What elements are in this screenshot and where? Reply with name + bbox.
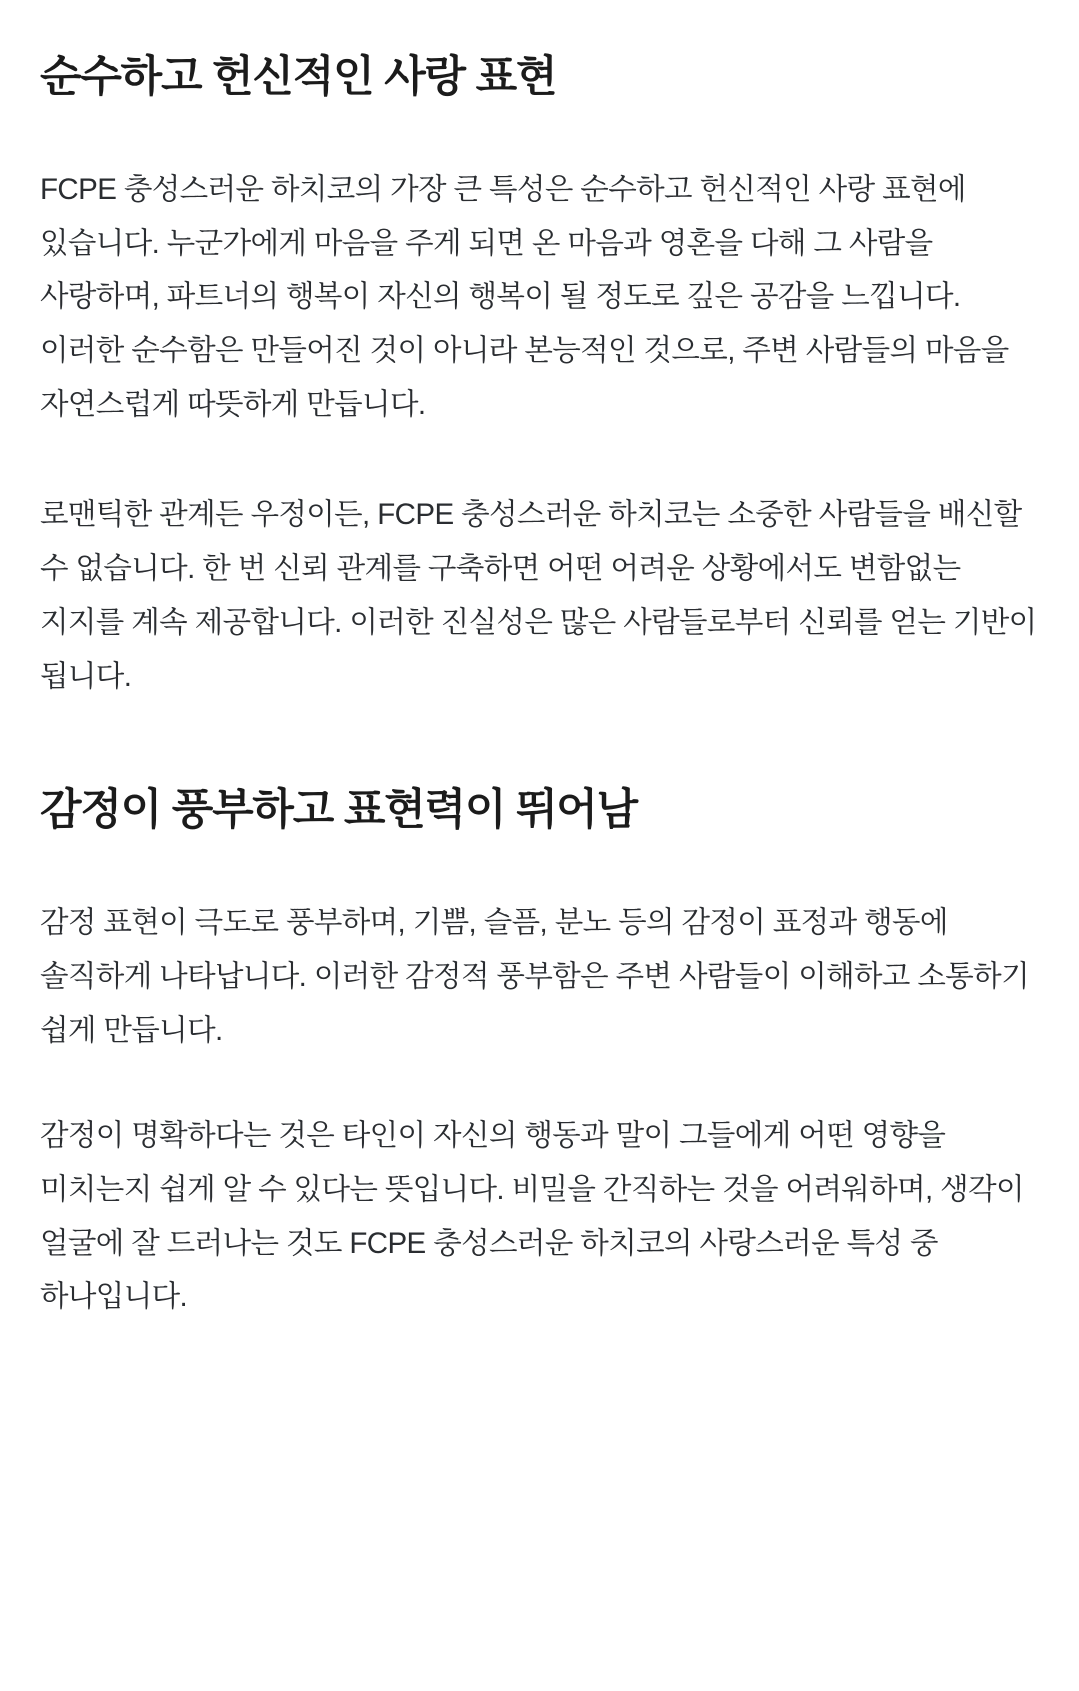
section-heading-rich-emotion: 감정이 풍부하고 표현력이 뛰어남 [40,786,637,835]
paragraph: 로맨틱한 관계든 우정이든, FCPE 충성스러운 하치코는 소중한 사람들을 배신할 수 없습니다. 한 번 신뢰 관계를 구축하면 어떤 어려운 상황에서도 변함없는 지지를 계속 제공합니다. 이러한 진실성은 많은 사람들로부터 신뢰를 얻는 기반이 됩니다. [40,498,1037,693]
paragraph: FCPE 충성스러운 하치코의 가장 큰 특성은 순수하고 헌신적인 사랑 표현에 있습니다. 누군가에게 마음을 주게 되면 온 마음과 영혼을 다해 그 사람을 사랑하며, 파트너의 행복이 자신의 행복이 될 정도로 깊은 공감을 느낍니다. 이러한 순수함은 만들어진 것이 아니라 본능적인 것으로, 주변 사람들의 마음을 자연스럽게 따뜻하게 만듭니다. [40,173,1009,421]
paragraph: 감정 표현이 극도로 풍부하며, 기쁨, 슬픔, 분노 등의 감정이 표정과 행동에 솔직하게 나타납니다. 이러한 감정적 풍부함은 주변 사람들이 이해하고 소통하기 쉽게 만듭니다. [40,906,1029,1047]
paragraph: 감정이 명확하다는 것은 타인이 자신의 행동과 말이 그들에게 어떤 영향을 미치는지 쉽게 알 수 있다는 뜻입니다. 비밀을 간직하는 것을 어려워하며, 생각이 얼굴에 잘 드러나는 것도 FCPE 충성스러운 하치코의 사랑스러운 특성 중 하나입니다. [40,1119,1024,1314]
section-heading-pure-devoted-love: 순수하고 헌신적인 사랑 표현 [40,53,557,101]
